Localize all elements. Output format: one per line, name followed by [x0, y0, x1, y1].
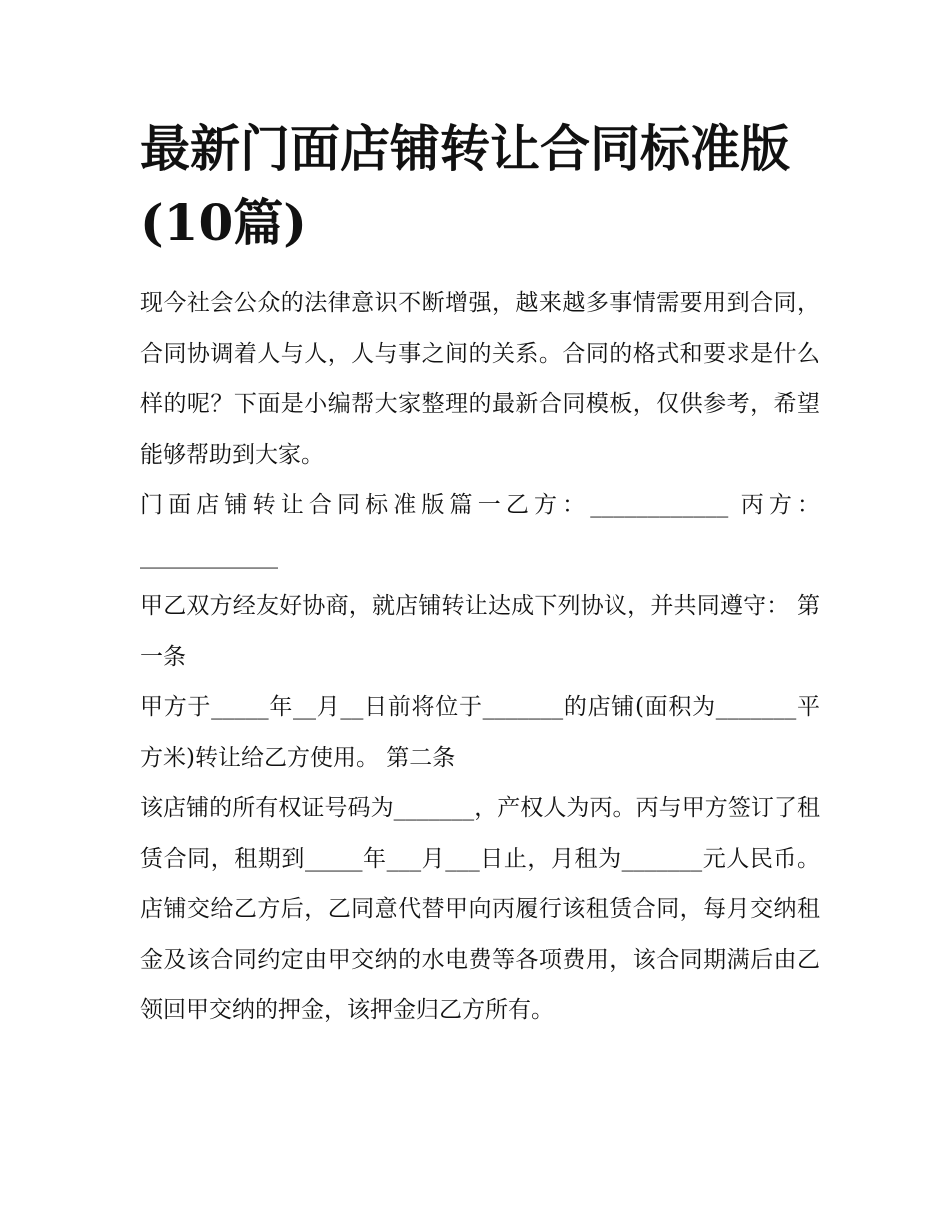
- document-body: [140, 112, 820, 1036]
- clause-one-paragraph: 甲方于_____年__月__日前将位于_______的店铺(面积为_______平方米)转让给乙方使用。 第二条: [140, 694, 820, 771]
- agreement-paragraph: 甲乙双方经友好协商，就店铺转让达成下列协议，并共同遵守： 第一条: [140, 593, 820, 670]
- intro-paragraph: 现今社会公众的法律意识不断增强，越来越多事情需要用到合同，合同协调着人与人，人与事之间的关系。合同的格式和要求是什么样的呢？下面是小编帮大家整理的最新合同模板，仅供参考，希望能够帮助到大家。: [140, 290, 820, 468]
- section-heading-paragraph: 门面店铺转让合同标准版篇一乙方：____________ 丙方：____________: [140, 492, 820, 569]
- document-title: 最新门面店铺转让合同标准版(10篇): [140, 119, 790, 252]
- clause-two-paragraph: 该店铺的所有权证号码为_______，产权人为丙。丙与甲方签订了租赁合同，租期到_____年___月___日止，月租为_______元人民币。店铺交给乙方后，乙同意代替甲向丙履行该租赁合同，每月交纳租金及该合同约定由甲交纳的水电费等各项费用，该合同期满后由乙领回甲交纳的押金，该押金归乙方所有。: [140, 795, 820, 1023]
